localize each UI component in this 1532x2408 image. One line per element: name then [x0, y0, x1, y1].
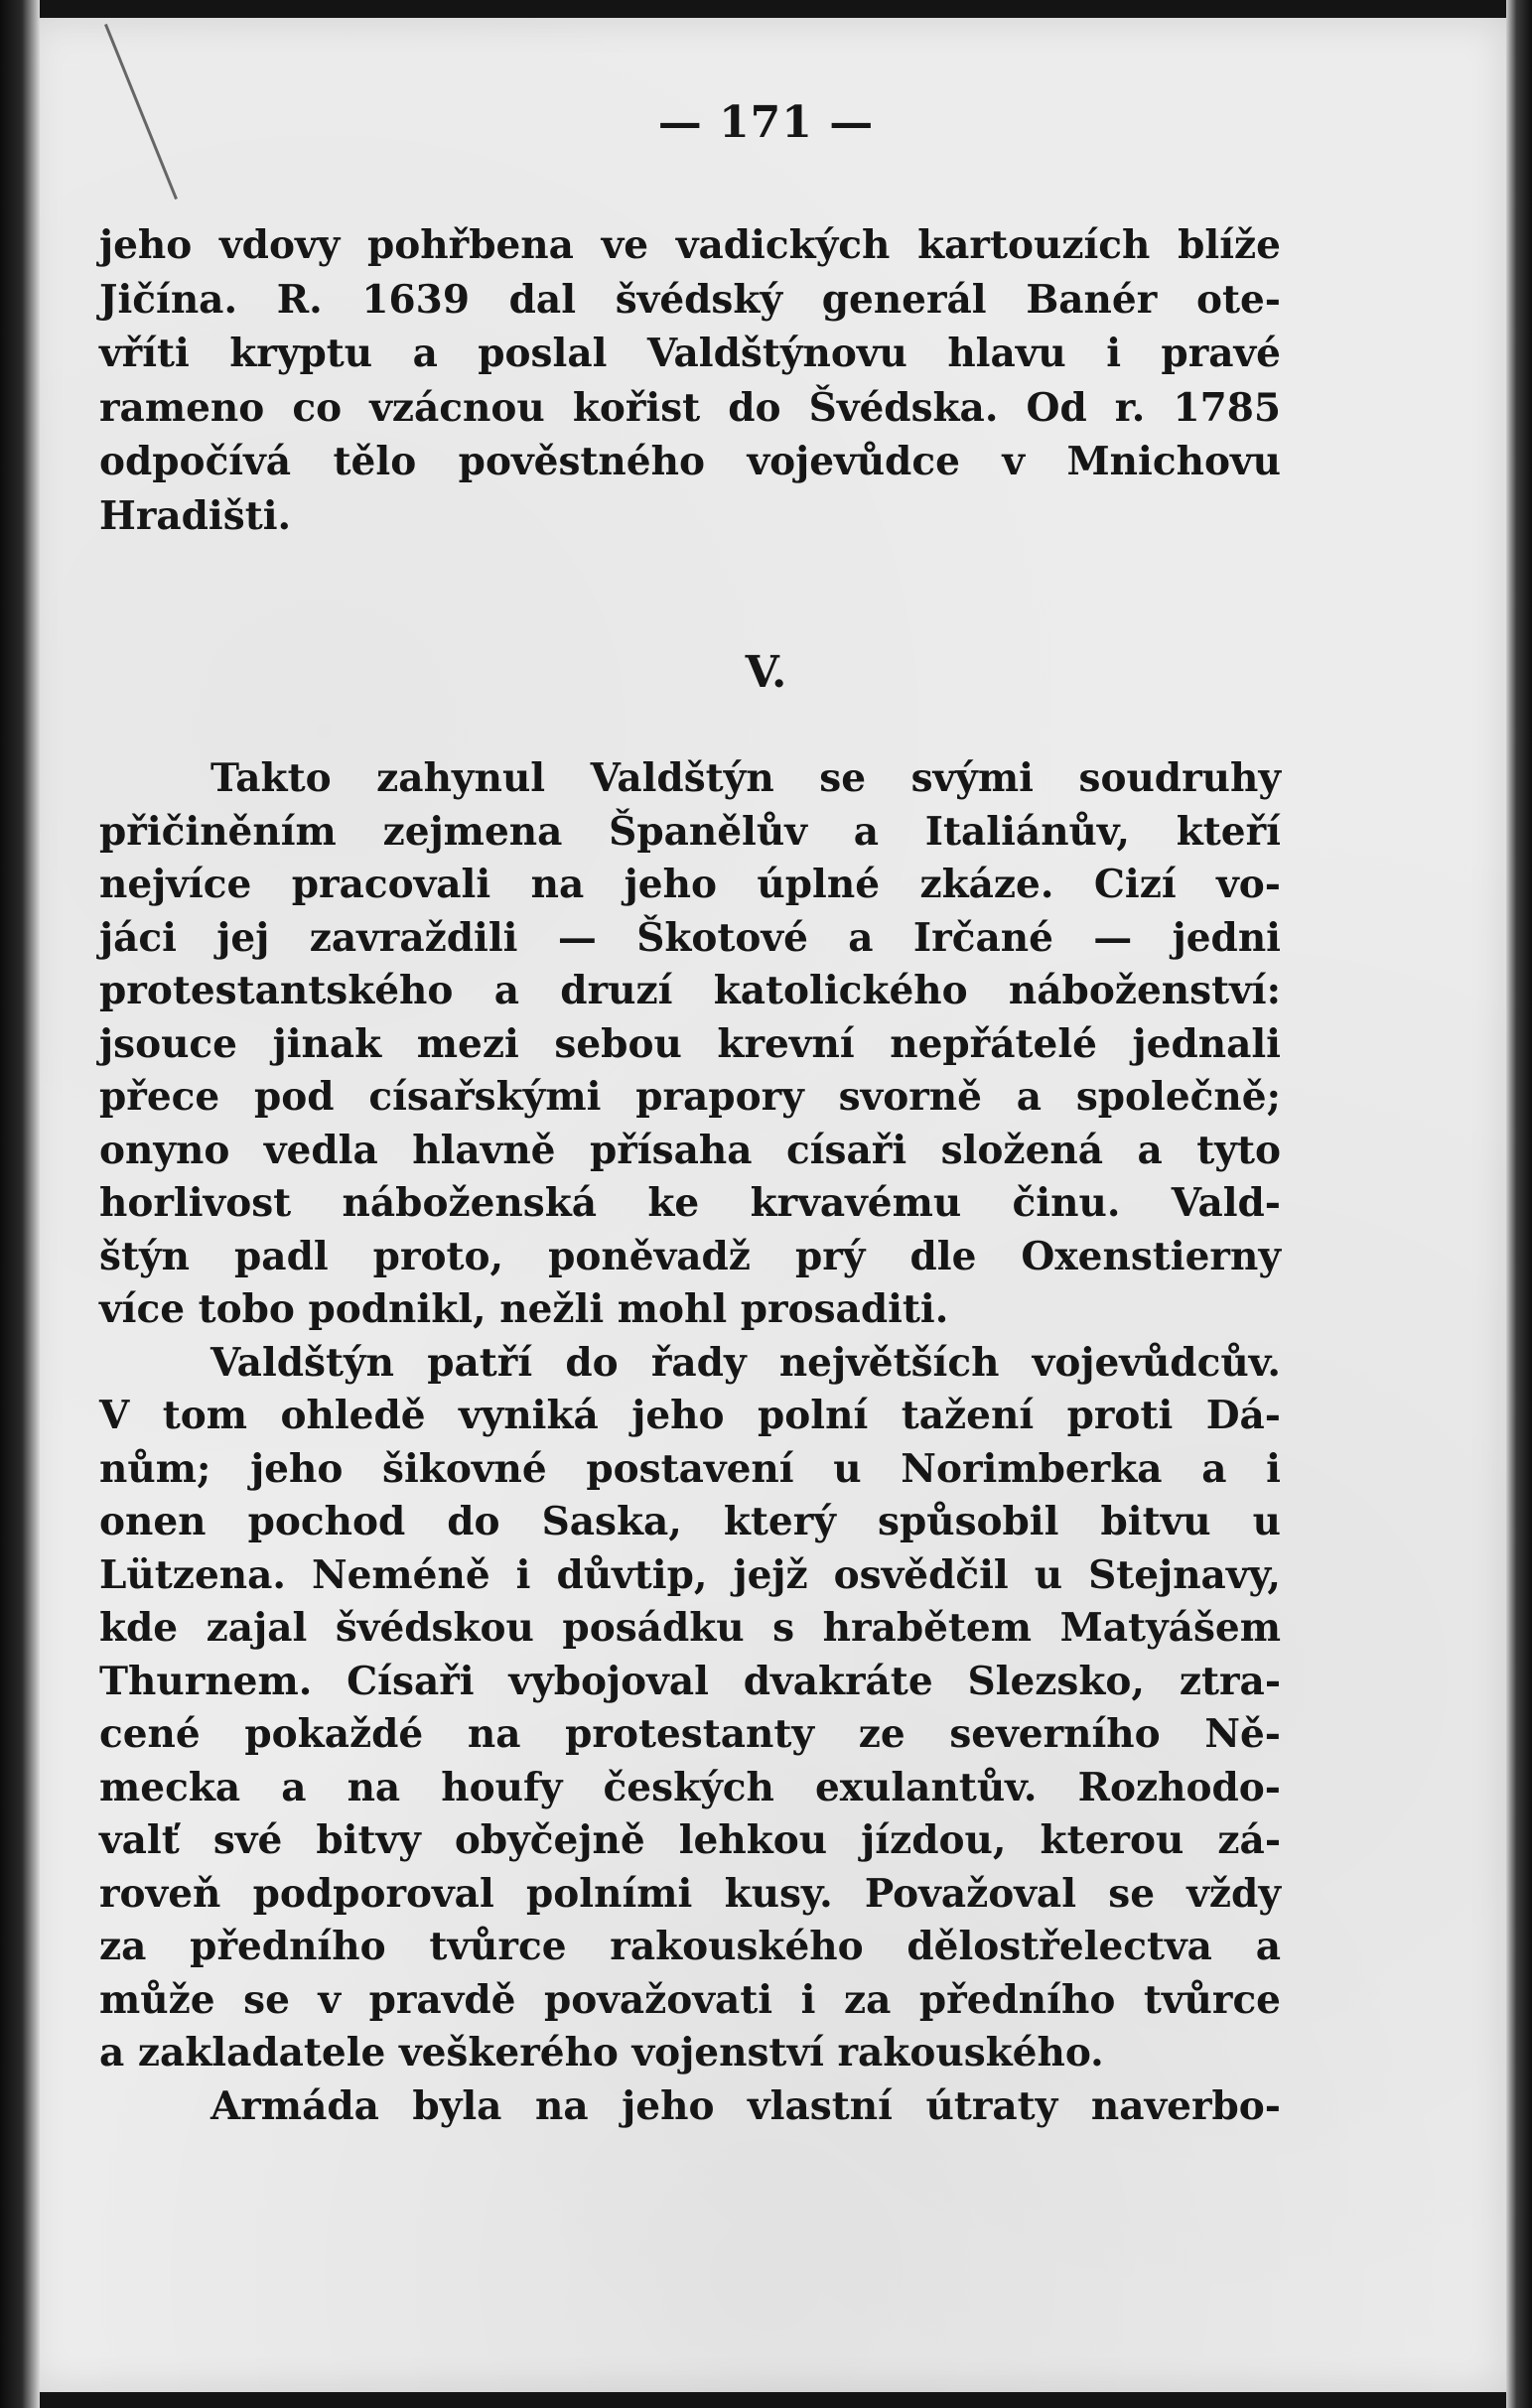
text-line: cené pokaždé na protestanty ze severního Ně- — [99, 1711, 1281, 1757]
text-line: Takto zahynul Valdštýn se svými soudruhy — [210, 755, 1281, 801]
text-line: mecka a na houfy českých exulantův. Rozhodo- — [99, 1764, 1281, 1810]
right-page-edge — [1506, 0, 1532, 2408]
section-heading: V. — [745, 647, 787, 698]
left-binding-edge — [0, 0, 40, 2408]
text-line: Hradišti. — [99, 492, 292, 539]
text-line: onyno vedla hlavně přísaha císaři složená a tyto — [99, 1127, 1281, 1173]
text-line: Jičína. R. 1639 dal švédský generál Banér ote- — [99, 276, 1281, 323]
text-line: za předního tvůrce rakouského dělostřelectva a — [99, 1924, 1281, 1969]
text-line: štýn padl proto, poněvadž prý dle Oxenstierny — [99, 1233, 1281, 1279]
text-line: Valdštýn patří do řady největších vojevůdcův. — [210, 1339, 1281, 1386]
body-text — [99, 752, 1281, 2133]
text-line: a zakladatele veškerého vojenství rakouského. — [99, 2030, 1104, 2075]
text-line: nejvíce pracovali na jeho úplné zkáze. Cizí vo- — [99, 862, 1281, 907]
text-line: kde zajal švédskou posádku s hrabětem Matyášem — [99, 1605, 1281, 1651]
text-line: V tom ohledě vyniká jeho polní tažení proti Dá- — [99, 1393, 1281, 1438]
text-line: přičiněním zejmena Španělův a Italiánův, kteří — [99, 808, 1281, 855]
text-line: odpočívá tělo pověstného vojevůdce v Mnichovu — [99, 439, 1281, 484]
paragraph-1 — [99, 218, 1281, 543]
text-line: rameno co vzácnou kořist do Švédska. Od r. 1785 — [99, 384, 1281, 431]
text-line: přece pod císařskými prapory svorně a společně; — [99, 1074, 1281, 1120]
text-line: nům; jeho šikovné postavení u Norimberka a i — [99, 1445, 1281, 1492]
text-line: jsouce jinak mezi sebou krevní nepřátelé jednali — [99, 1020, 1281, 1067]
text-line: jáci jej zavraždili — Škotové a Irčané — jedni — [99, 914, 1281, 961]
text-line: jeho vdovy pohřbena ve vadických kartouzích blíže — [99, 222, 1281, 268]
text-line: Lützena. Neméně i důvtip, jejž osvědčil u Stejnavy, — [99, 1551, 1281, 1598]
page-number: — 171 — — [657, 97, 875, 148]
text-line: vříti kryptu a poslal Valdštýnovu hlavu i pravé — [99, 331, 1281, 376]
text-line: onen pochod do Saska, který spůsobil bitvu u — [99, 1499, 1281, 1544]
text-line: roveň podporoval polními kusy. Považoval se vždy — [99, 1870, 1281, 1917]
text-line: horlivost náboženská ke krvavému činu. Vald- — [99, 1180, 1281, 1226]
text-line: může se v pravdě považovati i za předního tvůrce — [99, 1976, 1281, 2023]
text-line: více tobo podnikl, nežli mohl prosaditi. — [99, 1286, 949, 1332]
text-line: protestantského a druzí katolického náboženství: — [99, 968, 1281, 1013]
text-line: Armáda byla na jeho vlastní útraty naverbo- — [210, 2082, 1281, 2129]
text-line: Thurnem. Císaři vybojoval dvakráte Slezsko, ztra- — [99, 1658, 1281, 1704]
text-line: valť své bitvy obyčejně lehkou jízdou, kterou zá- — [99, 1817, 1281, 1863]
